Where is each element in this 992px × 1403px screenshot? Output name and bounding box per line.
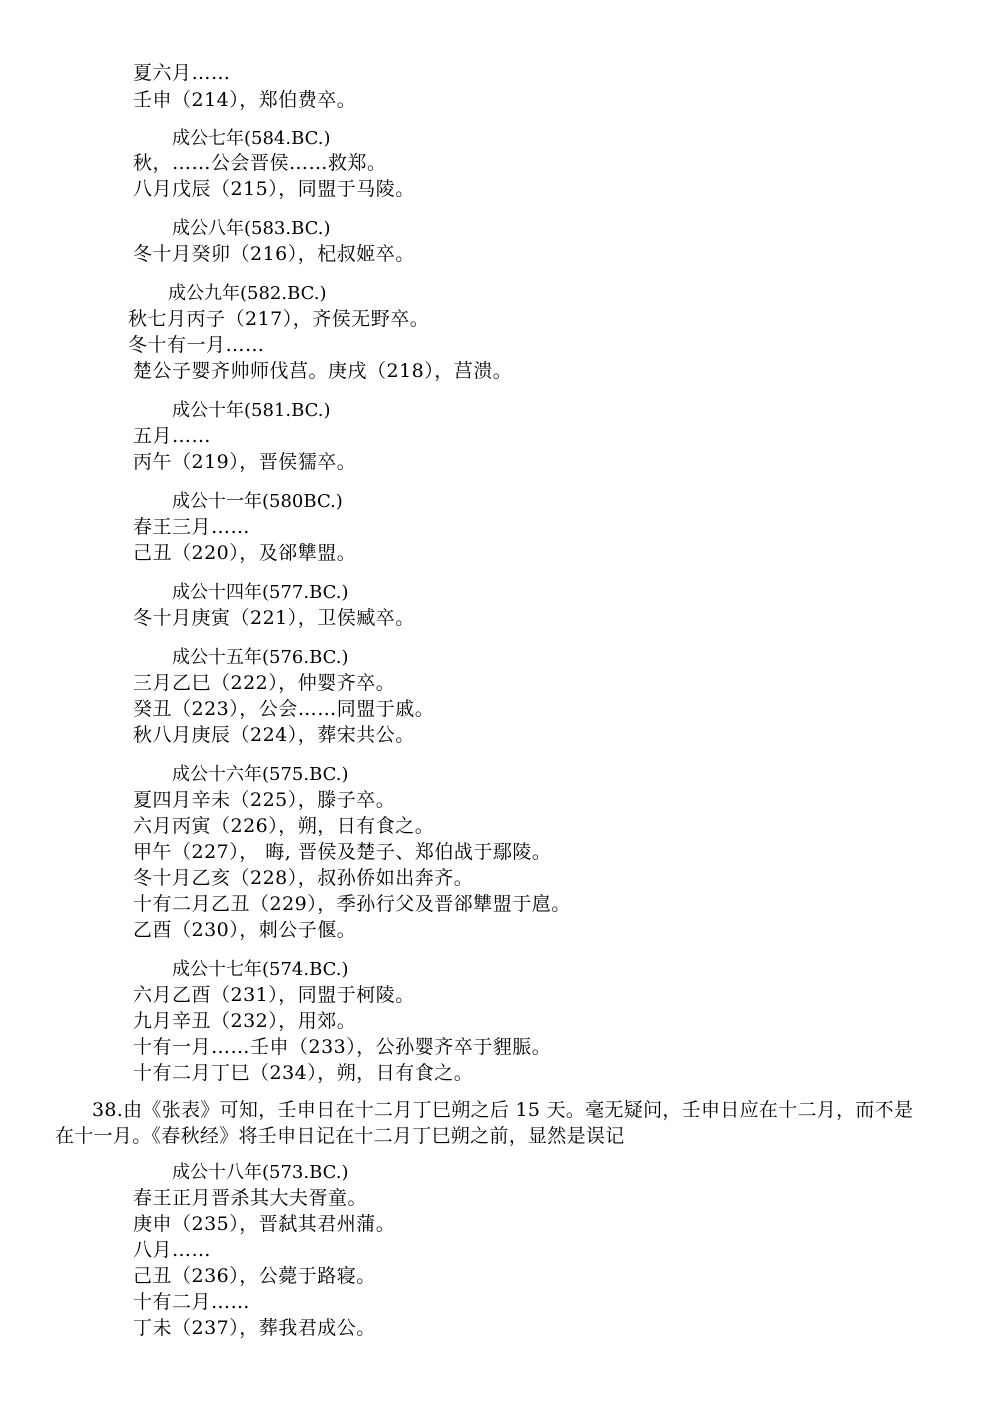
entry-line: 八月……: [133, 1239, 212, 1261]
year-heading: 成公八年(583.BC.): [172, 218, 331, 239]
entry-line: 夏六月……: [133, 62, 231, 84]
entry-line: 八月戊辰（215），同盟于马陵。: [133, 178, 415, 200]
entry-line: 庚申（235），晋弑其君州蒲。: [133, 1213, 396, 1235]
entry-line: 己丑（220），及郤犨盟。: [133, 542, 357, 564]
year-heading: 成公十四年(577.BC.): [172, 582, 349, 603]
entry-line: 十有二月乙丑（229），季孙行父及晋郤犨盟于扈。: [133, 893, 571, 915]
entry-line: 十有二月……: [133, 1291, 251, 1313]
entry-line: 秋，……公会晋侯……救郑。: [133, 152, 387, 174]
year-heading: 成公九年(582.BC.): [168, 283, 327, 304]
entry-line: 秋八月庚辰（224），葬宋共公。: [133, 724, 415, 746]
year-heading: 成公十一年(580BC.): [172, 491, 343, 512]
entry-line: 六月丙寅（226），朔，日有食之。: [133, 815, 435, 837]
entry-line: 春王三月……: [133, 516, 251, 538]
entry-line: 十有二月丁巳（234），朔，日有食之。: [133, 1062, 474, 1084]
footnote-paragraph: [55, 1097, 945, 1149]
entry-line: 夏四月辛未（225），滕子卒。: [133, 789, 396, 811]
entry-line: 三月乙巳（222），仲婴齐卒。: [133, 672, 396, 694]
entry-line: 五月……: [133, 425, 212, 447]
entry-line: 壬申（214），郑伯费卒。: [133, 89, 357, 111]
entry-line: 癸丑（223），公会……同盟于戚。: [133, 698, 435, 720]
entry-line: 六月乙酉（231），同盟于柯陵。: [133, 984, 415, 1006]
year-heading: 成公七年(584.BC.): [172, 128, 331, 149]
year-heading: 成公十六年(575.BC.): [172, 764, 349, 785]
entry-line: 丁未（237），葬我君成公。: [133, 1317, 376, 1339]
footnote-line: 在十一月。《春秋经》将壬申日记在十二月丁巳朔之前，显然是误记: [55, 1125, 625, 1147]
entry-line: 冬十月乙亥（228），叔孙侨如出奔齐。: [133, 867, 474, 889]
year-heading: 成公十七年(574.BC.): [172, 959, 349, 980]
entry-line: 冬十月癸卯（216），杞叔姬卒。: [133, 243, 415, 265]
entry-line: 九月辛丑（232），用郊。: [133, 1010, 357, 1032]
entry-line: 己丑（236），公薨于路寝。: [133, 1265, 376, 1287]
entry-line: 冬十月庚寅（221），卫侯臧卒。: [133, 607, 415, 629]
entry-line: 楚公子婴齐帅师伐莒。庚戌（218），莒溃。: [133, 360, 513, 382]
entry-line: 秋七月丙子（217），齐侯无野卒。: [128, 308, 430, 330]
year-heading: 成公十八年(573.BC.): [172, 1162, 349, 1183]
entry-line: 乙酉（230），刺公子偃。: [133, 919, 357, 941]
year-heading: 成公十年(581.BC.): [172, 400, 331, 421]
year-heading: 成公十五年(576.BC.): [172, 647, 349, 668]
entry-line: 甲午（227）， 晦, 晋侯及楚子、郑伯战于鄢陵。: [133, 841, 552, 863]
entry-line: 十有一月……壬申（233），公孙婴齐卒于貍脤。: [133, 1036, 552, 1058]
footnote-line: 38.由《张表》可知，壬申日在十二月丁巳朔之后 15 天。毫无疑问，壬申日应在十二月，而不是: [92, 1099, 914, 1121]
entry-line: 冬十有一月……: [128, 334, 265, 356]
entry-line: 春王正月晋杀其大夫胥童。: [133, 1187, 368, 1209]
entry-line: 丙午（219），晋侯獳卒。: [133, 451, 357, 473]
